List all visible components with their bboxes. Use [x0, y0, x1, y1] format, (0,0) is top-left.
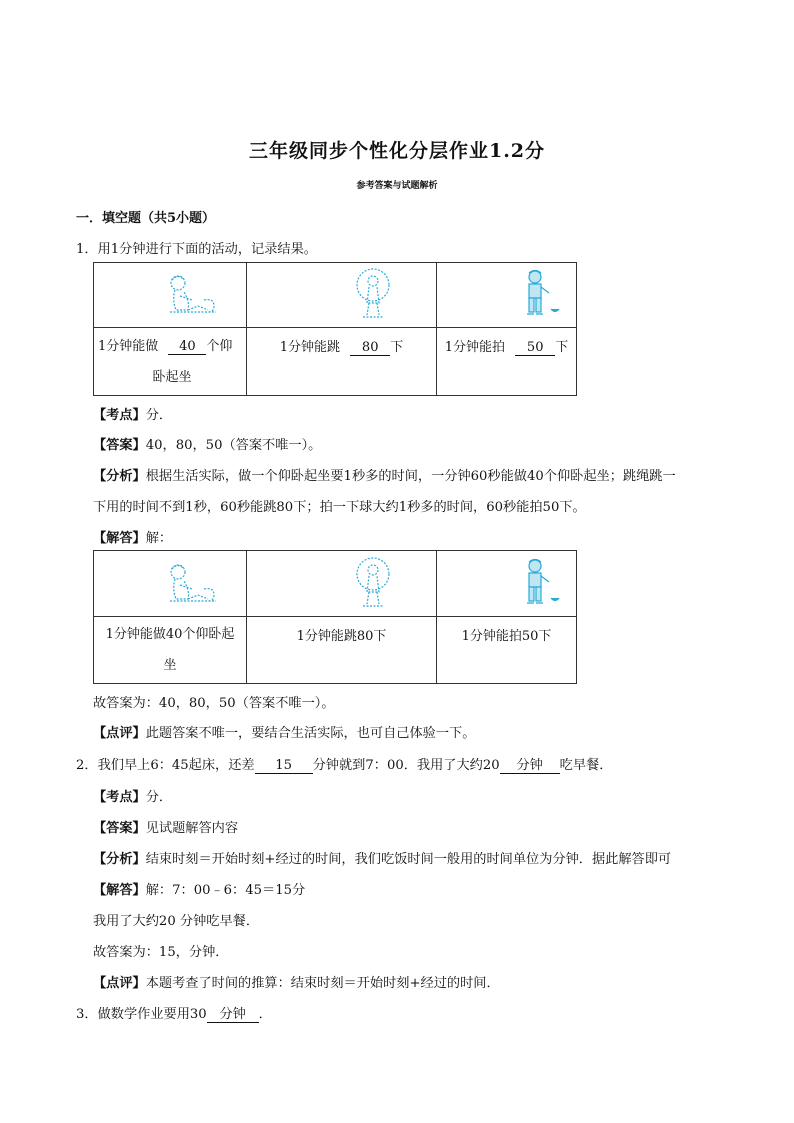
q2-final-answer: 故答案为：15，分钟． — [93, 945, 229, 960]
section-heading: 一．填空题（共5小题） — [76, 211, 216, 226]
q1-fenxi-text-1: 根据生活实际，做一个仰卧起坐要1秒多的时间，一分钟60秒能做40个仰卧起坐；跳绳跳一 — [145, 469, 676, 484]
jump-rope-child-icon — [353, 267, 393, 323]
q1-jieda — [93, 527, 172, 546]
q2-part-3: 吃早餐． — [559, 758, 613, 773]
q2-daan — [93, 817, 238, 836]
q1-kaodian — [93, 404, 172, 423]
q1-fenxi-line2: 下用的时间不到1秒，60秒能跳80下；拍一下球大约1秒多的时间，60秒能拍50下。 — [93, 500, 586, 515]
q1-answer-situp-b: 坐 — [163, 658, 177, 673]
q1-cell-jump-text — [247, 328, 437, 396]
q1-ball-post: 下 — [555, 340, 569, 355]
q2-daan-text: 见试题解答内容 — [145, 821, 239, 836]
q1-dianping — [93, 722, 475, 741]
q1-jump-post: 下 — [390, 340, 404, 355]
q1-cell-ball-text — [437, 328, 577, 396]
q1-jieda-tag: 【解答】 — [93, 531, 146, 546]
q2-fenxi-text: 结束时刻＝开始时刻+经过的时间，我们吃饭时间一般用的时间单位为分钟．据此解答即可 — [145, 852, 672, 867]
q2-stem — [76, 754, 612, 774]
q1-daan-text: 40，80，50（答案不唯一）。 — [145, 438, 322, 453]
q2-dianping-text: 本题考查了时间的推算：结束时刻＝开始时刻+经过的时间． — [145, 976, 500, 991]
q2-jieda — [93, 879, 305, 898]
q1-situp-post: 个仰 — [206, 338, 233, 354]
q1-daan-tag: 【答案】 — [93, 438, 146, 453]
q1-daan — [93, 434, 321, 453]
q2-part-1: 2．我们早上6：45起床，还差 — [76, 758, 255, 773]
q1-answer-cell-jumprope — [247, 551, 437, 617]
q2-blank-1: 15 — [255, 759, 313, 774]
q2-dianping-tag: 【点评】 — [93, 976, 146, 991]
q1-cell-jumprope — [247, 263, 437, 328]
q3-part-1: 3．做数学作业要用30 — [76, 1007, 207, 1022]
q1-ball-pre: 1分钟能拍 — [444, 340, 506, 355]
q1-jieda-text: 解： — [145, 531, 173, 546]
q3-stem — [76, 1003, 272, 1023]
document-subtitle: 参考答案与试题解析 — [356, 181, 438, 191]
q1-answer-cell-situp — [94, 551, 247, 617]
ball-bouncing-child-icon — [519, 267, 563, 323]
q1-answer-situp-a: 1分钟能做40个仰卧起 — [105, 627, 235, 642]
q1-dianping-text: 此题答案不唯一，要结合生活实际，也可自己体验一下。 — [145, 726, 476, 741]
q1-stem: 1．用1分钟进行下面的活动，记录结果。 — [76, 242, 317, 257]
q1-activity-table — [93, 262, 577, 396]
q1-ball-answer: 50 — [515, 341, 555, 356]
q2-kaodian-tag: 【考点】 — [93, 790, 146, 805]
q1-answer-ball: 1分钟能拍50下 — [437, 617, 577, 684]
q1-answer-jump: 1分钟能跳80下 — [247, 617, 437, 684]
q2-dianping — [93, 972, 500, 991]
q3-blank-1: 分钟 — [207, 1008, 259, 1023]
q2-jieda-tag: 【解答】 — [93, 883, 146, 898]
q1-final-answer: 故答案为：40，80，50（答案不唯一）。 — [93, 696, 335, 711]
q2-fenxi-tag: 【分析】 — [93, 852, 146, 867]
q1-answer-situp — [94, 617, 247, 684]
q2-fenxi — [93, 848, 671, 867]
ball-bouncing-child-icon — [519, 556, 563, 612]
q1-situp-answer: 40 — [168, 340, 206, 355]
situp-child-icon — [164, 270, 224, 320]
q2-part-2: 分钟就到7：00．我用了大约20 — [312, 758, 500, 773]
q1-dianping-tag: 【点评】 — [93, 726, 146, 741]
q2-kaodian-text: 分． — [145, 790, 173, 805]
q1-kaodian-text: 分． — [145, 408, 173, 423]
q1-fenxi-tag: 【分析】 — [93, 469, 146, 484]
q1-answer-cell-ball — [437, 551, 577, 617]
situp-child-icon — [164, 559, 224, 609]
q3-part-2: ． — [258, 1007, 272, 1022]
q1-fenxi — [93, 465, 676, 484]
q1-cell-situp-text — [94, 328, 247, 396]
q2-jieda-text: 解：7：00﹣6：45＝15分 — [145, 883, 306, 898]
q2-kaodian — [93, 786, 172, 805]
q1-jump-pre: 1分钟能跳 — [279, 340, 341, 355]
q1-jump-answer: 80 — [350, 341, 390, 356]
jump-rope-child-icon — [353, 556, 393, 612]
q1-answer-table — [93, 550, 577, 684]
q1-cell-ball — [437, 263, 577, 328]
q1-situp-pre: 1分钟能做 — [98, 338, 159, 354]
q2-jieda-line2: 我用了大约20 分钟吃早餐． — [93, 914, 260, 929]
q1-situp-post2: 卧起坐 — [152, 369, 192, 385]
document-title: 三年级同步个性化分层作业1.2分 — [248, 140, 546, 162]
q1-cell-situp — [94, 263, 247, 328]
q2-blank-2: 分钟 — [500, 759, 560, 774]
q1-kaodian-tag: 【考点】 — [93, 408, 146, 423]
q2-daan-tag: 【答案】 — [93, 821, 146, 836]
